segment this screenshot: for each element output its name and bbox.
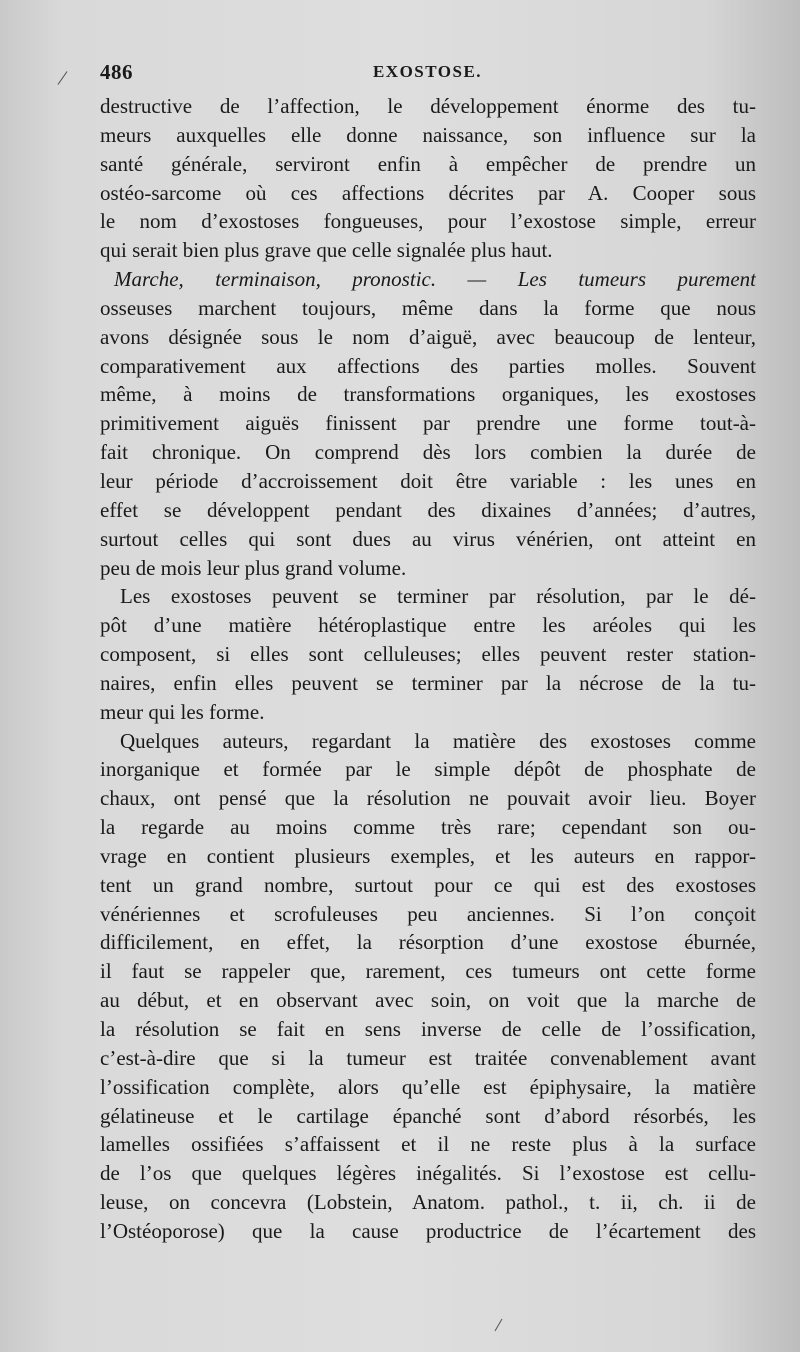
text-line: il faut se rappeler que, rarement, ces tumeurs ont cette forme bbox=[100, 959, 756, 984]
text-line: Quelques auteurs, regardant la matière des exostoses comme bbox=[120, 728, 756, 753]
text-line: naires, enfin elles peuvent se terminer par la nécrose de la tu- bbox=[100, 670, 756, 695]
text-line: de l’os que quelques légères inégalités. Si l’exostose est cellu- bbox=[100, 1161, 756, 1186]
text-line: avons désignée sous le nom d’aiguë, avec beaucoup de lenteur, bbox=[100, 324, 756, 349]
page-number: 486 bbox=[100, 60, 133, 84]
text-line: leuse, on concevra (Lobstein, Anatom. pathol., t. ii, ch. ii de bbox=[100, 1190, 756, 1215]
text-line: lamelles ossifiées s’affaissent et il ne reste plus à la surface bbox=[100, 1132, 756, 1157]
text-line: composent, si elles sont celluleuses; elles peuvent rester station- bbox=[100, 642, 756, 667]
text-line: Les exostoses peuvent se terminer par résolution, par le dé- bbox=[120, 584, 756, 609]
text-line: difficilement, en effet, la résorption d’une exostose éburnée, bbox=[100, 930, 756, 955]
text-line: tent un grand nombre, surtout pour ce qui est des exostoses bbox=[100, 872, 756, 897]
text-line: effet se développent pendant des dixaines d’années; d’autres, bbox=[100, 497, 756, 522]
text-line: au début, et en observant avec soin, on voit que la marche de bbox=[100, 988, 756, 1013]
text-line: vénériennes et scrofuleuses peu anciennes. Si l’on conçoit bbox=[100, 901, 756, 926]
text-line: même, à moins de transformations organiques, les exostoses bbox=[100, 382, 756, 407]
text-line: le nom d’exostoses fongueuses, pour l’exostose simple, erreur bbox=[100, 209, 756, 234]
paper-scratch-mark bbox=[495, 1319, 503, 1332]
page-header bbox=[100, 56, 755, 90]
text-line: fait chronique. On comprend dès lors combien la durée de bbox=[100, 440, 756, 465]
text-line: surtout celles qui sont dues au virus vénérien, ont atteint en bbox=[100, 526, 756, 551]
text-line: la résolution se fait en sens inverse de celle de l’ossification, bbox=[100, 1017, 756, 1041]
text-line: leur période d’accroissement doit être variable : les unes en bbox=[100, 468, 756, 493]
text-line: qui serait bien plus grave que celle signalée plus haut. bbox=[100, 238, 553, 263]
text-line: c’est-à-dire que si la tumeur est traitée convenablement avant bbox=[100, 1045, 756, 1070]
text-line: meur qui les forme. bbox=[100, 699, 265, 724]
running-title: EXOSTOSE. bbox=[372, 62, 483, 81]
text-line: vrage en contient plusieurs exemples, et les auteurs en rappor- bbox=[100, 843, 756, 868]
body-text bbox=[100, 92, 756, 1246]
text-line: la regarde au moins comme très rare; cependant son ou- bbox=[100, 815, 756, 840]
text-line: gélatineuse et le cartilage épanché sont d’abord résorbés, les bbox=[100, 1103, 756, 1128]
text-line: peu de mois leur plus grand volume. bbox=[100, 555, 407, 580]
text-line: inorganique et formée par le simple dépôt de phosphate de bbox=[100, 757, 756, 782]
paper-scratch-mark bbox=[58, 71, 68, 85]
text-line: l’ossification complète, alors qu’elle est épiphysaire, la matière bbox=[100, 1074, 756, 1099]
text-line: santé générale, serviront enfin à empêcher de prendre un bbox=[100, 151, 756, 176]
text-line: osseuses marchent toujours, même dans la forme que nous bbox=[100, 295, 756, 320]
text-line: primitivement aiguës finissent par prendre une forme tout-à- bbox=[100, 411, 756, 436]
text-line: ostéo-sarcome où ces affections décrites par A. Cooper sous bbox=[100, 180, 756, 205]
text-line: chaux, ont pensé que la résolution ne pouvait avoir lieu. Boyer bbox=[100, 786, 756, 811]
text-line: destructive de l’affection, le développement énorme des tu- bbox=[100, 94, 756, 118]
text-line: l’Ostéoporose) que la cause productrice de l’écartement des bbox=[100, 1218, 756, 1243]
section-heading-line: Marche, terminaison, pronostic. — Les tumeurs purement bbox=[114, 267, 756, 292]
text-line: meurs auxquelles elle donne naissance, son influence sur la bbox=[100, 122, 756, 147]
text-line: pôt d’une matière hétéroplastique entre les aréoles qui les bbox=[100, 613, 756, 638]
text-line: comparativement aux affections des parties molles. Souvent bbox=[100, 353, 756, 378]
